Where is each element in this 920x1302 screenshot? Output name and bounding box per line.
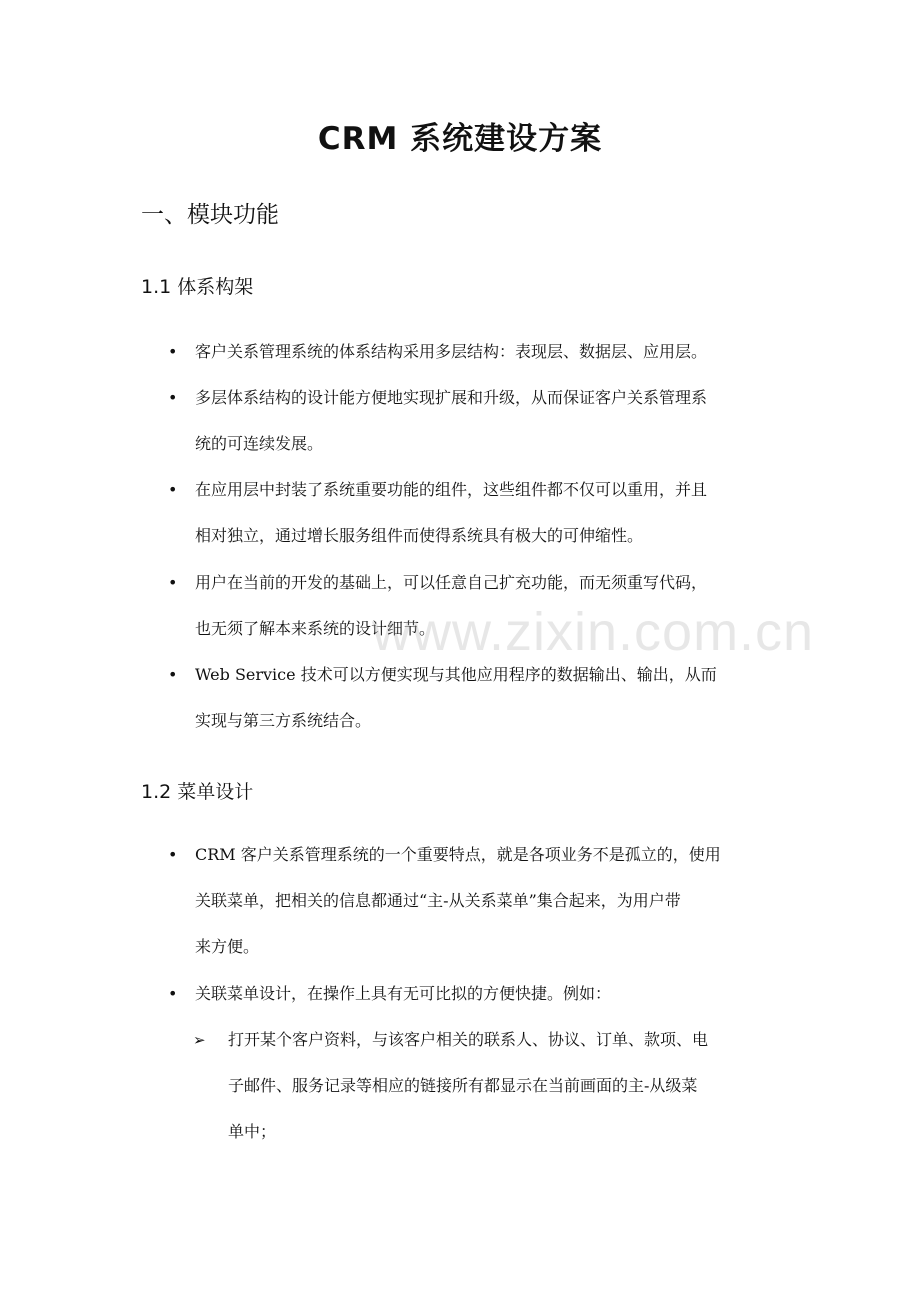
bullet-marker: •: [168, 984, 178, 1003]
list-item: 多层体系结构的设计能方便地实现扩展和升级，从而保证客户关系管理系 统的可连续发展。: [195, 388, 708, 453]
bullet-marker: •: [168, 342, 178, 361]
section-heading-module-functions: 一、模块功能: [141, 202, 279, 228]
subsection-heading-architecture: 1.1 体系构架: [141, 276, 254, 298]
sub-list-item: 打开某个客户资料，与该客户相关的联系人、协议、订单、款项、电 子邮件、服务记录等相应的链接所有都显示在当前画面的主-从级菜 单中；: [228, 1030, 709, 1141]
list-item: 关联菜单设计，在操作上具有无可比拟的方便快捷。例如：: [195, 984, 612, 1003]
list-item: CRM 客户关系管理系统的一个重要特点，就是各项业务不是孤立的，使用 关联菜单，把相关的信息都通过“主-从关系菜单”集合起来，为用户带 来方便。: [195, 845, 721, 956]
bullet-marker: •: [168, 845, 178, 864]
document-title: CRM 系统建设方案: [317, 121, 603, 157]
list-item: 在应用层中封装了系统重要功能的组件，这些组件都不仅可以重用，并且 相对独立，通过增长服务组件而使得系统具有极大的可伸缩性。: [195, 480, 708, 545]
arrow-bullet-icon: ➢: [193, 1031, 206, 1049]
bullet-marker: •: [168, 573, 178, 592]
list-item: 客户关系管理系统的体系结构采用多层结构：表现层、数据层、应用层。: [195, 342, 708, 361]
subsection-heading-menu-design: 1.2 菜单设计: [141, 781, 254, 803]
bullet-marker: •: [168, 665, 178, 684]
bullet-marker: •: [168, 388, 178, 407]
watermark: www.zixin.com.cn: [372, 602, 815, 662]
bullet-marker: •: [168, 480, 178, 499]
list-item: 用户在当前的开发的基础上，可以任意自己扩充功能，而无须重写代码， 也无须了解本来系统的设计细节。: [195, 573, 708, 638]
list-item: Web Service 技术可以方便实现与其他应用程序的数据输出、输出，从而 实现与第三方系统结合。: [195, 665, 717, 730]
